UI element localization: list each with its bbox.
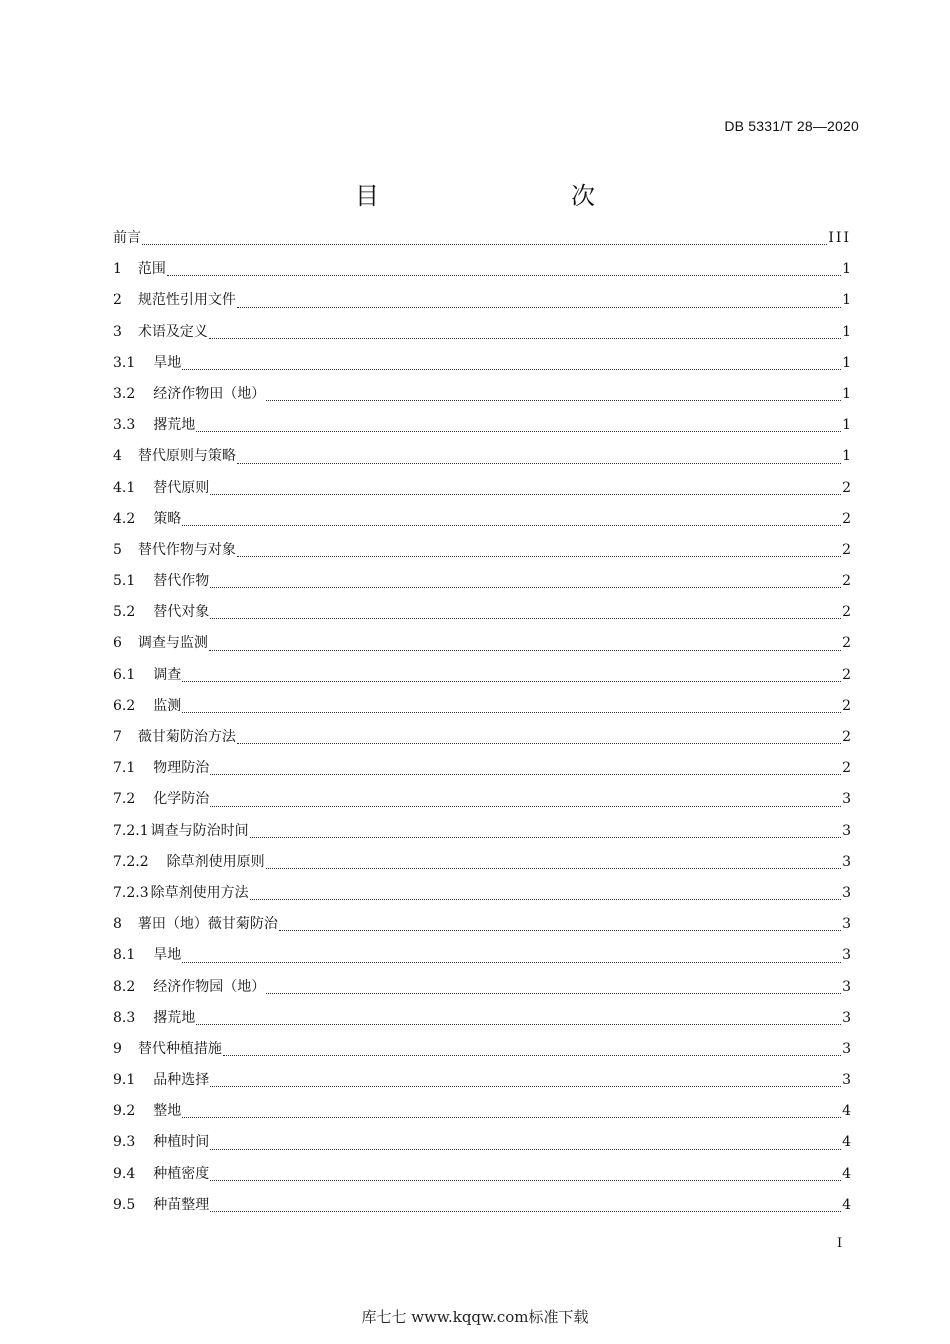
toc-entry-title: 种植密度 [153, 1165, 210, 1182]
toc-entry[interactable] [113, 1003, 851, 1034]
toc-dot-leader [210, 586, 841, 588]
toc-entry-number: 9.4 [113, 1165, 136, 1182]
toc-entry-page: 2 [842, 479, 851, 496]
page-number: I [837, 1236, 843, 1251]
toc-dot-leader [237, 306, 841, 308]
toc-entry[interactable] [113, 317, 851, 348]
toc-dot-leader [182, 680, 841, 682]
toc-dot-leader [250, 836, 841, 838]
toc-entry-title: 规范性引用文件 [137, 292, 236, 309]
toc-entry-title: 除草剂使用原则 [166, 853, 265, 870]
toc-entry-number: 4.2 [113, 510, 136, 527]
toc-entry[interactable] [113, 1159, 851, 1190]
toc-entry-page: 1 [842, 385, 851, 402]
toc-entry-number: 6.1 [113, 666, 136, 683]
toc-dot-leader [210, 1210, 841, 1212]
toc-entry[interactable] [113, 285, 851, 316]
toc-entry-page: 4 [842, 1165, 851, 1182]
toc-dot-leader [209, 337, 841, 339]
toc-dot-leader [266, 867, 841, 869]
toc-entry-title: 薇甘菊防治方法 [137, 729, 236, 745]
toc-entry-page: 1 [842, 417, 851, 434]
page-title: 目 次 [355, 182, 643, 210]
toc-entry[interactable] [113, 566, 851, 597]
toc-entry[interactable] [113, 597, 851, 628]
toc-dot-leader [210, 493, 841, 495]
toc-entry-page: III [828, 230, 851, 246]
toc-entry[interactable] [113, 254, 851, 285]
toc-entry[interactable] [113, 1096, 851, 1127]
toc-entry-number: 2 [113, 292, 122, 309]
toc-entry[interactable] [113, 1065, 851, 1096]
toc-entry[interactable] [113, 223, 851, 254]
toc-entry[interactable] [113, 504, 851, 535]
toc-entry-page: 1 [842, 261, 851, 278]
toc-dot-leader [196, 1023, 841, 1025]
toc-entry-number: 3.3 [113, 417, 136, 434]
table-of-contents [113, 223, 851, 1221]
toc-entry-title: 替代作物 [153, 573, 210, 590]
toc-entry-page: 1 [842, 292, 851, 309]
toc-dot-leader [223, 1054, 841, 1056]
toc-dot-leader [182, 711, 841, 713]
toc-entry-page: 2 [842, 760, 851, 777]
toc-entry[interactable] [113, 535, 851, 566]
toc-entry[interactable] [113, 753, 851, 784]
toc-entry-page: 3 [842, 1040, 851, 1057]
toc-dot-leader [196, 430, 841, 432]
toc-entry-number: 1 [113, 261, 122, 278]
toc-entry-number: 9.3 [113, 1134, 136, 1151]
toc-entry-page: 3 [842, 1072, 851, 1089]
toc-entry-title: 替代原则 [153, 479, 210, 496]
toc-dot-leader [209, 649, 841, 651]
toc-entry-page: 2 [842, 541, 851, 558]
toc-entry-title: 种植时间 [153, 1134, 210, 1151]
toc-dot-leader [266, 399, 841, 401]
toc-dot-leader [182, 961, 841, 963]
toc-entry-title: 替代作物与对象 [137, 541, 236, 558]
toc-entry[interactable] [113, 348, 851, 379]
toc-entry-page: 3 [842, 916, 851, 933]
toc-entry[interactable] [113, 379, 851, 410]
toc-entry-number: 7.2.3 [113, 884, 149, 901]
toc-entry-title: 整地 [153, 1103, 182, 1120]
toc-dot-leader [167, 274, 841, 276]
toc-entry-page: 4 [842, 1103, 851, 1120]
toc-entry[interactable] [113, 878, 851, 909]
toc-dot-leader [237, 462, 841, 464]
toc-entry-page: 2 [842, 729, 851, 745]
toc-entry-number: 6 [113, 635, 122, 652]
toc-entry-title: 旱地 [153, 354, 182, 371]
toc-entry-page: 3 [842, 1009, 851, 1026]
toc-entry-number: 8 [113, 916, 122, 933]
toc-entry-title: 范围 [137, 261, 166, 278]
toc-entry-number: 9.1 [113, 1072, 136, 1089]
toc-entry-page: 1 [842, 323, 851, 340]
toc-entry-title: 物理防治 [153, 760, 210, 777]
toc-entry-title: 术语及定义 [137, 323, 208, 340]
toc-dot-leader [266, 992, 841, 994]
toc-entry-page: 3 [842, 884, 851, 901]
toc-entry-title: 替代种植措施 [137, 1040, 222, 1057]
toc-entry[interactable] [113, 410, 851, 441]
toc-entry-title: 经济作物田（地） [153, 385, 266, 402]
toc-entry[interactable] [113, 691, 851, 722]
toc-entry-number: 7.2.2 [113, 853, 149, 870]
toc-entry-title: 替代对象 [153, 604, 210, 621]
toc-entry[interactable] [113, 628, 851, 659]
toc-entry-page: 4 [842, 1134, 851, 1151]
toc-entry[interactable] [113, 660, 851, 691]
toc-entry-number: 5 [113, 541, 122, 558]
footer-watermark: 库七七 www.kqqw.com标准下载 [361, 1308, 589, 1326]
toc-entry-number: 4 [113, 448, 122, 465]
toc-entry[interactable] [113, 722, 851, 753]
toc-entry-title: 品种选择 [153, 1072, 210, 1089]
toc-entry-title: 调查 [153, 666, 182, 683]
toc-entry-number: 9.5 [113, 1196, 136, 1213]
toc-entry-page: 2 [842, 510, 851, 527]
toc-entry-title: 替代原则与策略 [137, 448, 236, 465]
toc-entry-page: 4 [842, 1196, 851, 1213]
toc-entry-title: 化学防治 [153, 791, 210, 808]
toc-entry-title: 策略 [153, 510, 182, 527]
toc-entry[interactable] [113, 784, 851, 815]
toc-dot-leader [250, 898, 841, 900]
toc-entry-number: 8.1 [113, 947, 136, 964]
toc-dot-leader [210, 617, 841, 619]
toc-entry-page: 1 [842, 448, 851, 465]
toc-entry[interactable] [113, 473, 851, 504]
toc-entry-number: 3 [113, 323, 122, 340]
toc-entry-number: 9 [113, 1040, 122, 1057]
toc-entry-title: 经济作物园（地） [153, 978, 266, 995]
toc-dot-leader [237, 742, 841, 744]
toc-entry-number: 4.1 [113, 479, 136, 496]
toc-entry-page: 3 [842, 822, 851, 839]
toc-entry-title: 种苗整理 [153, 1196, 210, 1213]
toc-entry-number: 7.2 [113, 791, 136, 808]
toc-entry-title: 撂荒地 [153, 1009, 196, 1026]
toc-dot-leader [210, 1179, 841, 1181]
toc-entry-page: 2 [842, 697, 851, 714]
toc-entry-number: 7 [113, 729, 122, 745]
toc-entry-number: 3.2 [113, 385, 136, 402]
toc-dot-leader [210, 805, 841, 807]
toc-entry-number: 5.1 [113, 573, 136, 590]
toc-entry-page: 2 [842, 573, 851, 590]
toc-entry-number: 5.2 [113, 604, 136, 621]
toc-entry-number: 9.2 [113, 1103, 136, 1120]
toc-entry-title: 薯田（地）薇甘菊防治 [137, 916, 278, 933]
toc-entry-title: 监测 [153, 697, 182, 714]
toc-entry-page: 3 [842, 978, 851, 995]
toc-entry-number: 7.2.1 [113, 822, 149, 839]
toc-entry-number: 8.2 [113, 978, 136, 995]
toc-entry-title: 前言 [113, 230, 141, 246]
document-code: DB 5331/T 28—2020 [724, 118, 859, 134]
toc-entry-page: 2 [842, 666, 851, 683]
toc-entry-page: 1 [842, 354, 851, 371]
toc-dot-leader [182, 524, 841, 526]
toc-entry-number: 6.2 [113, 697, 136, 714]
toc-entry-title: 撂荒地 [153, 417, 196, 434]
toc-dot-leader [210, 1148, 841, 1150]
toc-entry-number: 7.1 [113, 760, 136, 777]
toc-entry[interactable] [113, 816, 851, 847]
toc-entry[interactable] [113, 847, 851, 878]
toc-dot-leader [279, 929, 841, 931]
toc-entry[interactable] [113, 940, 851, 971]
toc-dot-leader [142, 243, 827, 245]
toc-entry[interactable] [113, 972, 851, 1003]
toc-entry[interactable] [113, 1127, 851, 1158]
toc-entry[interactable] [113, 1190, 851, 1221]
toc-entry-page: 2 [842, 635, 851, 652]
toc-entry-page: 3 [842, 791, 851, 808]
toc-dot-leader [210, 1085, 841, 1087]
toc-entry-number: 8.3 [113, 1009, 136, 1026]
toc-dot-leader [237, 555, 841, 557]
toc-entry-title: 调查与防治时间 [150, 822, 249, 839]
toc-entry[interactable] [113, 909, 851, 940]
toc-entry-title: 调查与监测 [137, 635, 208, 652]
toc-entry-page: 3 [842, 853, 851, 870]
toc-entry-page: 2 [842, 604, 851, 621]
toc-entry-title: 除草剂使用方法 [150, 884, 249, 901]
toc-entry-title: 旱地 [153, 947, 182, 964]
toc-dot-leader [182, 1116, 841, 1118]
toc-dot-leader [182, 368, 841, 370]
toc-dot-leader [210, 773, 841, 775]
toc-entry[interactable] [113, 1034, 851, 1065]
toc-entry[interactable] [113, 441, 851, 472]
toc-entry-page: 3 [842, 947, 851, 964]
toc-entry-number: 3.1 [113, 354, 136, 371]
